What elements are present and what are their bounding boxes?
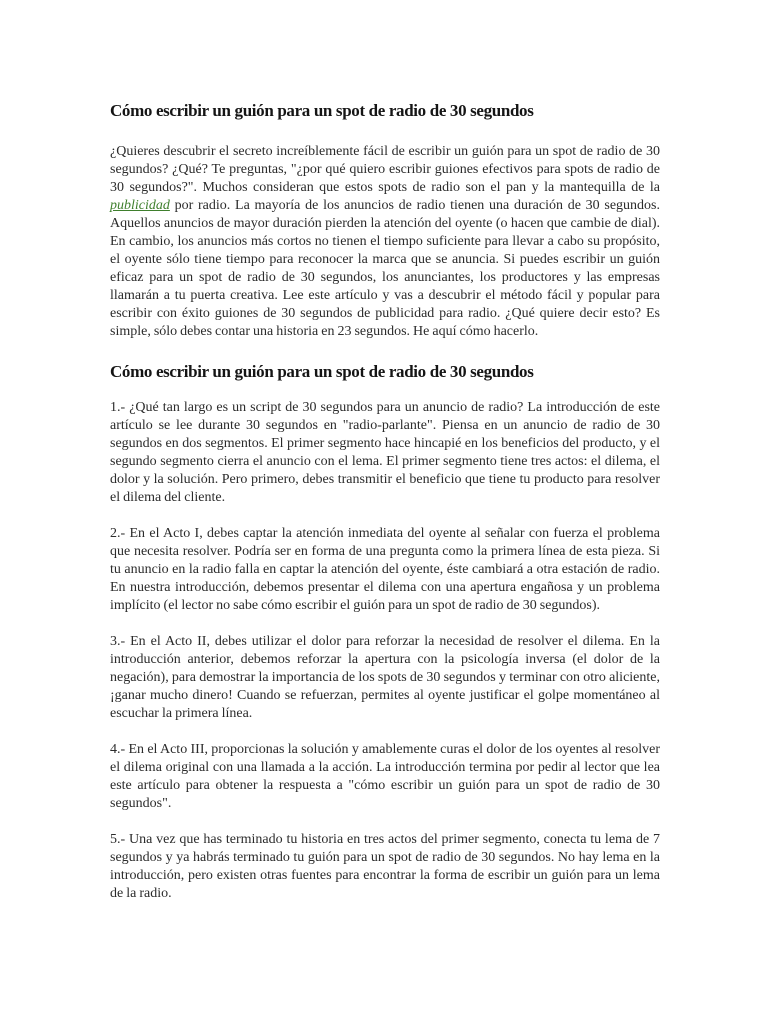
section-heading: Cómo escribir un guión para un spot de radio de 30 segundos <box>110 362 534 381</box>
step-1-paragraph: 1.- ¿Qué tan largo es un script de 30 segundos para un anuncio de radio? La introducción de este artículo se lee durante 30 segundos en "radio-parlante". Piensa en un anuncio de radio de 30 segundos en dos segmentos. El primer segmento hace hincapié en los beneficios del producto, y el segundo segmento cierra el anuncio con el lema. El primer segmento tiene tres actos: el dilema, el dolor y la solución. Pero primero, debes transmitir el beneficio que tiene tu producto para resolver el dilema del cliente. <box>110 400 660 505</box>
article-title: Cómo escribir un guión para un spot de radio de 30 segundos <box>110 101 534 120</box>
step-3-paragraph: 3.- En el Acto II, debes utilizar el dolor para reforzar la necesidad de resolver el dilema. En la introducción anterior, debemos reforzar la apertura con la psicología inversa (el dolor de la negación), para demostrar la importancia de los spots de 30 segundos y terminar con otro aliciente, ¡ganar mucho dinero! Cuando se refuerzan, permites al oyente justificar el golpe momentáneo al escuchar la primera línea. <box>110 634 660 721</box>
intro-text-before-link: ¿Quieres descubrir el secreto increíblemente fácil de escribir un guión para un spot de radio de 30 segundos? ¿Qué? Te preguntas, "¿por qué quiero escribir guiones efectivos para spots de radio de 30 segundos?". Muchos consideran que estos spots de radio son el pan y la mantequilla de la <box>110 144 660 195</box>
publicidad-link[interactable]: publicidad <box>110 198 170 213</box>
intro-paragraph <box>110 143 660 341</box>
step-2-paragraph: 2.- En el Acto I, debes captar la atención inmediata del oyente al señalar con fuerza el problema que necesita resolver. Podría ser en forma de una pregunta como la primera línea de esta pieza. Si tu anuncio en la radio falla en captar la atención del oyente, éste cambiará a otra estación de radio. En nuestra introducción, debemos presentar el dilema con una apertura engañosa y un problema implícito (el lector no sabe cómo escribir el guión para un spot de radio de 30 segundos). <box>110 526 660 613</box>
step-4-paragraph: 4.- En el Acto III, proporcionas la solución y amablemente curas el dolor de los oyentes al resolver el dilema original con una llamada a la acción. La introducción termina por pedir al lector que lea este artículo para obtener la respuesta a "cómo escribir un guión para un spot de radio de 30 segundos". <box>110 742 660 811</box>
step-5-paragraph: 5.- Una vez que has terminado tu historia en tres actos del primer segmento, conecta tu lema de 7 segundos y ya habrás terminado tu guión para un spot de radio de 30 segundos. No hay lema en la introducción, pero existen otras fuentes para encontrar la forma de escribir un guión para un lema de la radio. <box>110 832 660 901</box>
intro-text-after-link: por radio. La mayoría de los anuncios de radio tienen una duración de 30 segundos. Aquellos anuncios de mayor duración pierden la atención del oyente (o hacen que cambie de dial). En cambio, los anuncios más cortos no tienen el tiempo suficiente para llevar a cabo su propósito, el oyente sólo tiene tiempo para reconocer la marca que se anuncia. Si puedes escribir un guión eficaz para un spot de radio de 30 segundos, los anunciantes, los productores y las empresas llamarán a tu puerta creativa. Lee este artículo y vas a descubrir el método fácil y popular para escribir con éxito guiones de 30 segundos de publicidad para radio. ¿Qué quiere decir esto? Es simple, sólo debes contar una historia en 23 segundos. He aquí cómo hacerlo. <box>110 198 660 339</box>
article-body <box>110 100 660 921</box>
